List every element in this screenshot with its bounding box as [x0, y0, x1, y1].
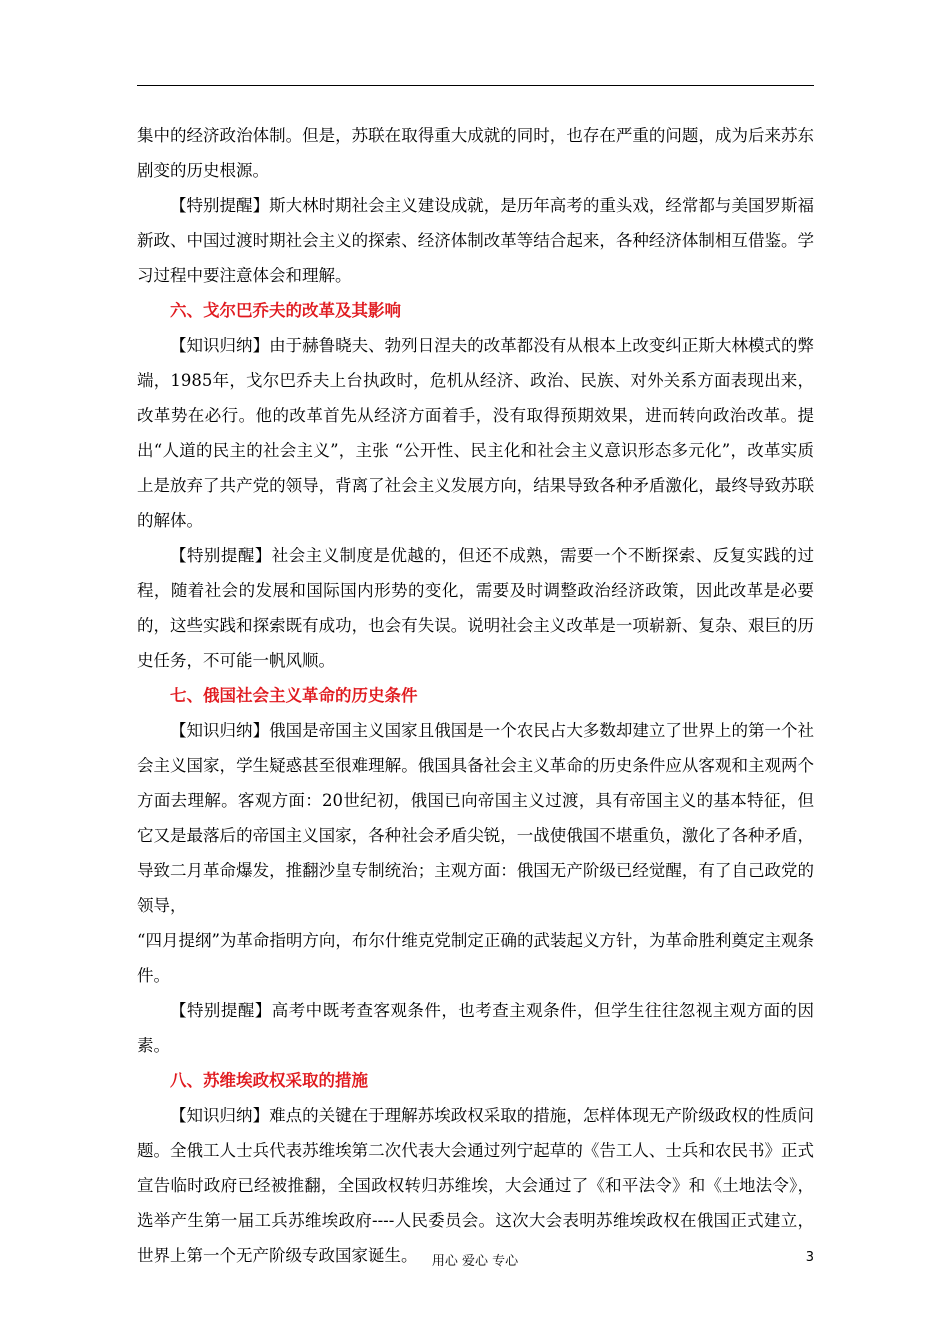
section-heading-8: 八、苏维埃政权采取的措施	[170, 1071, 368, 1090]
document-body	[137, 118, 814, 1273]
paragraph-special-reminder: 【特别提醒】斯大林时期社会主义建设成就，是历年高考的重头戏，经常都与美国罗斯福新政、中国过渡时期社会主义的探索、经济体制改革等结合起来，各种经济体制相互借鉴。学习过程中要注意体会和理解。	[137, 196, 814, 285]
footer-slogan: 用心 爱心 专心	[431, 1254, 519, 1269]
paragraph-special-reminder: 【特别提醒】社会主义制度是优越的，但还不成熟，需要一个不断探索、反复实践的过程，随着社会的发展和国际国内形势的变化，需要及时调整政治经济政策，因此改革是必要的，这些实践和探索既有成功，也会有失误。说明社会主义改革是一项崭新、复杂、艰巨的历史任务，不可能一帆风顺。	[137, 546, 814, 670]
paragraph-continuation: “四月提纲”为革命指明方向，布尔什维克党制定正确的武装起义方针，为革命胜利奠定主观条件。	[137, 931, 814, 985]
header-rule	[137, 85, 814, 86]
section-heading-6: 六、戈尔巴乔夫的改革及其影响	[170, 301, 401, 320]
page-number: 3	[805, 1250, 814, 1265]
paragraph-knowledge-summary: 【知识归纳】由于赫鲁晓夫、勃列日涅夫的改革都没有从根本上改变纠正斯大林模式的弊端，1985年，戈尔巴乔夫上台执政时，危机从经济、政治、民族、对外关系方面表现出来，改革势在必行。他的改革首先从经济方面着手，没有取得预期效果，进而转向政治改革。提出“人道的民主的社会主义”，主张 “公开性、民主化和社会主义意识形态多元化”，改革实质上是放弃了共产党的领导，背离了社会主义发展方向，结果导致各种矛盾激化，最终导致苏联的解体。	[137, 336, 814, 530]
paragraph-special-reminder: 【特别提醒】高考中既考查客观条件，也考查主观条件，但学生往往忽视主观方面的因素。	[137, 1001, 814, 1055]
paragraph-knowledge-summary: 【知识归纳】难点的关键在于理解苏埃政权采取的措施，怎样体现无产阶级政权的性质问题。全俄工人士兵代表苏维埃第二次代表大会通过列宁起草的《告工人、士兵和农民书》正式宣告临时政府已经被推翻，全国政权转归苏维埃，大会通过了《和平法令》和《土地法令》，选举产生第一届工兵苏维埃政府----人民委员会。这次大会表明苏维埃政权在俄国正式建立，世界上第一个无产阶级专政国家诞生。	[137, 1106, 814, 1265]
section-heading-7: 七、俄国社会主义革命的历史条件	[170, 686, 418, 705]
paragraph-continuation: 集中的经济政治体制。但是，苏联在取得重大成就的同时，也存在严重的问题，成为后来苏东剧变的历史根源。	[137, 126, 814, 180]
paragraph-knowledge-summary: 【知识归纳】俄国是帝国主义国家且俄国是一个农民占大多数却建立了世界上的第一个社会主义国家，学生疑惑甚至很难理解。俄国具备社会主义革命的历史条件应从客观和主观两个方面去理解。客观方面：20世纪初，俄国已向帝国主义过渡，具有帝国主义的基本特征，但它又是最落后的帝国主义国家，各种社会矛盾尖锐，一战使俄国不堪重负，激化了各种矛盾，导致二月革命爆发，推翻沙皇专制统治；主观方面：俄国无产阶级已经觉醒，有了自己政党的领导，	[137, 721, 814, 915]
